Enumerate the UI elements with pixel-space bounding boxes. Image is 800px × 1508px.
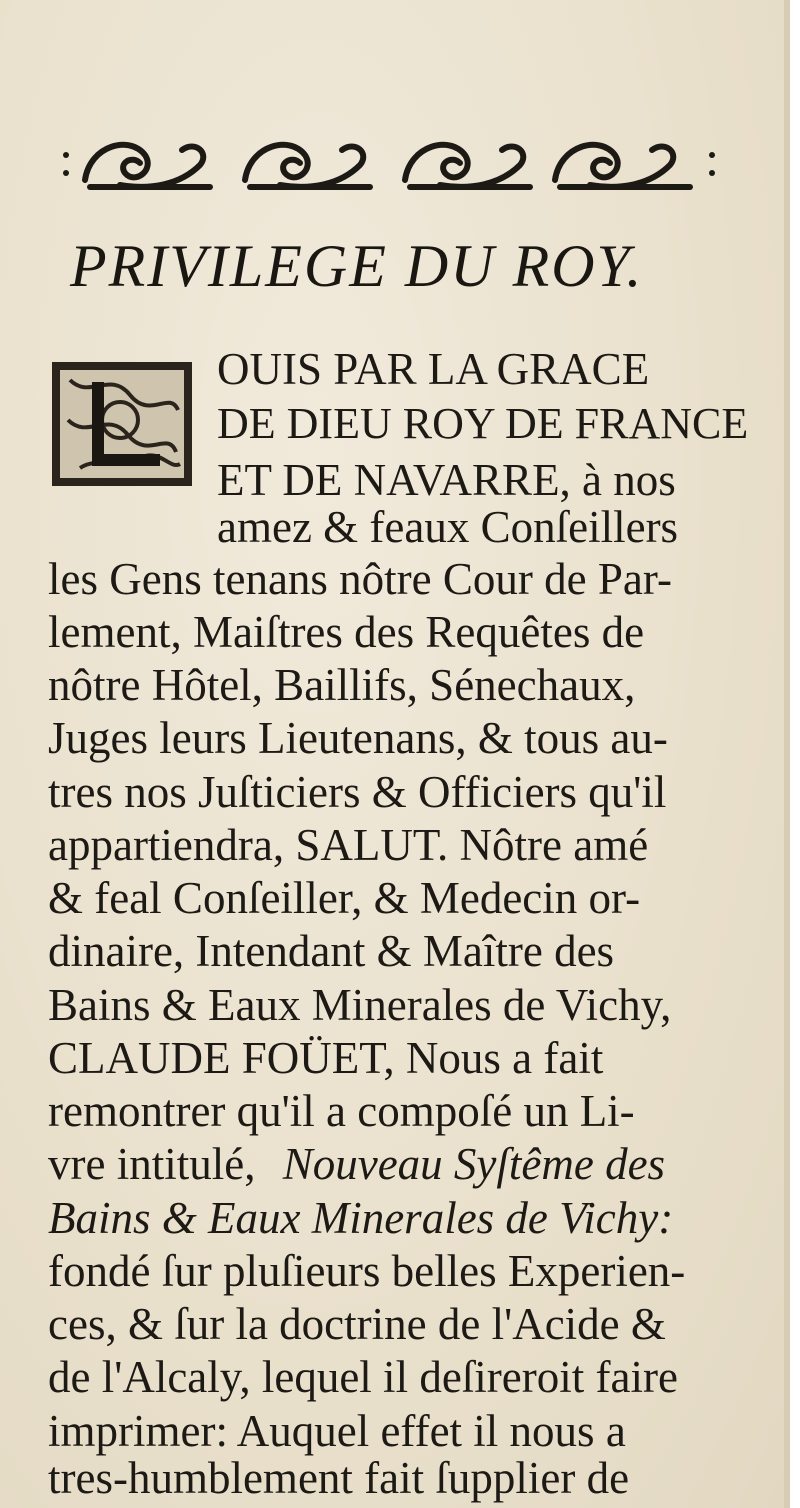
text-line-6: lement, Maiſtres des Requêtes de <box>48 607 645 657</box>
text-line-11: & feal Conſeiller, & Medecin or- <box>48 873 641 923</box>
text-line-8: Juges leurs Lieutenans, & tous au- <box>48 713 668 763</box>
text-line-10: appartiendra, SALUT. Nôtre amé <box>48 820 649 870</box>
book-title-part-1: Nouveau Syſtême des <box>282 1139 666 1189</box>
text-line-3: ET DE NAVARRE, à nos <box>217 455 676 505</box>
text-line-7: nôtre Hôtel, Baillifs, Sénechaux, <box>48 660 636 710</box>
text-line-12: dinaire, Intendant & Maître des <box>48 926 615 976</box>
text-line-5: les Gens tenans nôtre Cour de Par- <box>48 554 672 604</box>
text-line-16-roman: vre intitulé, <box>48 1139 267 1189</box>
text-line-22: tres-humblement fait ſupplier de <box>48 1453 630 1503</box>
text-line-9: tres nos Juſticiers & Officiers qu'il <box>48 767 667 817</box>
text-line-14: CLAUDE FOÜET, Nous a fait <box>48 1033 604 1083</box>
text-line-18: fondé ſur pluſieurs belles Experien- <box>48 1246 686 1296</box>
text-line-2: DE DIEU ROY DE FRANCE <box>217 399 749 448</box>
text-line-4: amez & feaux Conſeillers <box>217 502 679 552</box>
text-line-20: de l'Alcaly, lequel il deſireroit faire <box>48 1352 678 1402</box>
text-line-13: Bains & Eaux Minerales de Vichy, <box>48 980 672 1030</box>
text-line-15: remontrer qu'il a compoſé un Li- <box>48 1086 635 1136</box>
fleuron-band-icon <box>60 125 720 205</box>
page-title: PRIVILEGE DU ROY. <box>70 233 644 299</box>
woodcut-initial-L-icon <box>50 360 194 488</box>
text-line-16 <box>48 1138 665 1190</box>
text-line-1: OUIS PAR LA GRACE <box>217 344 650 394</box>
text-line-21: imprimer: Auquel effet il nous a <box>48 1406 626 1456</box>
book-title-part-2: Bains & Eaux Minerales de Vichy: <box>48 1193 674 1243</box>
text-line-19: ces, & ſur la doctrine de l'Acide & <box>48 1299 666 1349</box>
